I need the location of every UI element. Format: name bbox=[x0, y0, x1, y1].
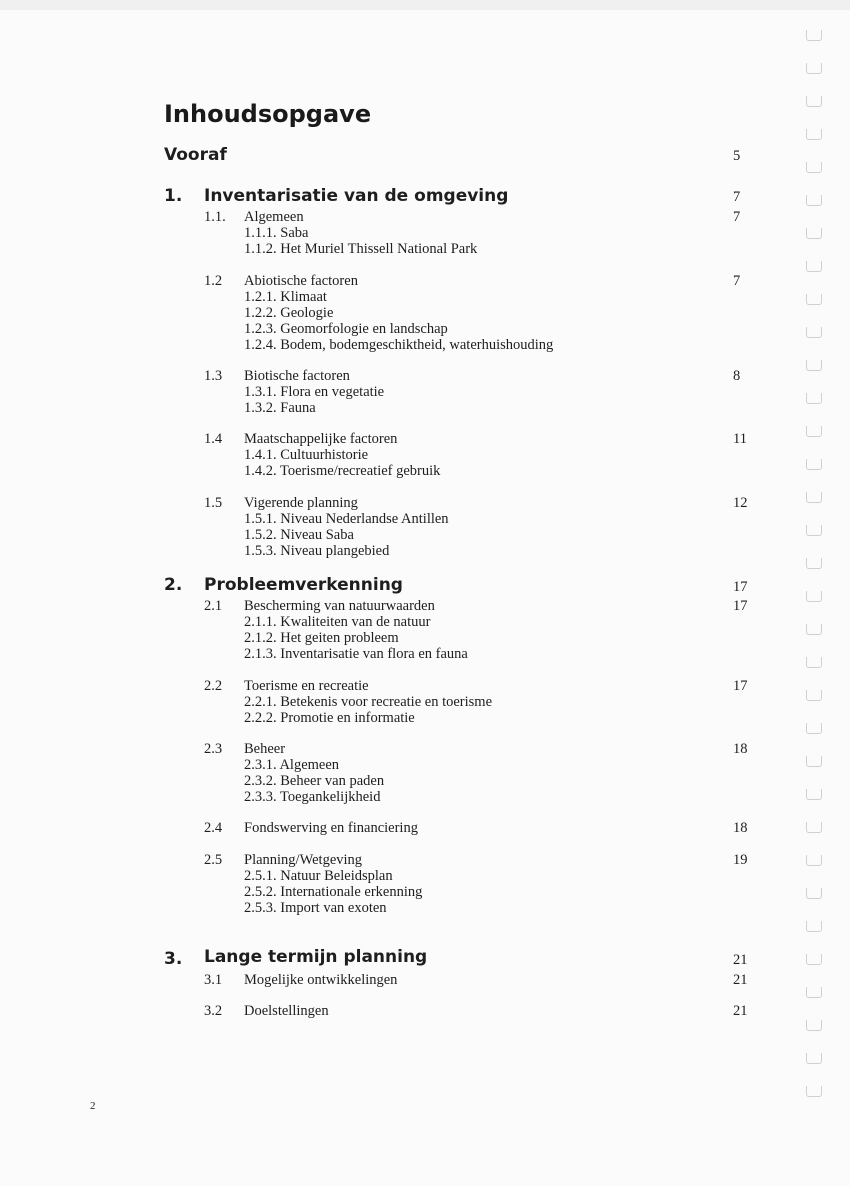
chapter-title: Probleemverkenning bbox=[204, 575, 403, 595]
binding-hole bbox=[806, 690, 822, 701]
binding-hole bbox=[806, 1020, 822, 1031]
subsection: 2.2.1. Betekenis voor recreatie en toerisme bbox=[244, 694, 493, 710]
section-title: Doelstellingen bbox=[244, 1003, 329, 1019]
subsection: 1.2.4. Bodem, bodemgeschiktheid, waterhuishouding bbox=[244, 337, 554, 353]
section-number: 1.4 bbox=[204, 431, 223, 447]
page-title: Inhoudsopgave bbox=[164, 100, 372, 128]
binding-hole bbox=[806, 1053, 822, 1064]
subsection: 1.3.1. Flora en vegetatie bbox=[244, 384, 385, 400]
binding-hole bbox=[806, 195, 822, 206]
section-number: 3.2 bbox=[204, 1003, 223, 1019]
chapter-number: 3. bbox=[164, 949, 183, 969]
binding-hole bbox=[806, 756, 822, 767]
toc-entry-vooraf: Vooraf bbox=[164, 145, 227, 165]
section-page: 21 bbox=[733, 972, 748, 988]
binding-hole bbox=[806, 855, 822, 866]
binding-hole bbox=[806, 624, 822, 635]
binding-hole bbox=[806, 1086, 822, 1097]
section-title: Bescherming van natuurwaarden bbox=[244, 598, 435, 614]
section-title: Fondswerving en financiering bbox=[244, 820, 418, 836]
subsection: 1.1.2. Het Muriel Thissell National Park bbox=[244, 241, 478, 257]
chapter-number: 2. bbox=[164, 575, 183, 595]
chapter-page: 17 bbox=[733, 579, 748, 595]
subsection: 1.1.1. Saba bbox=[244, 225, 309, 241]
section-page: 11 bbox=[733, 431, 747, 447]
subsection: 1.2.1. Klimaat bbox=[244, 289, 327, 305]
section-page: 19 bbox=[733, 852, 748, 868]
section-number: 1.2 bbox=[204, 273, 223, 289]
binding-hole bbox=[806, 888, 822, 899]
subsection: 1.5.3. Niveau plangebied bbox=[244, 543, 390, 559]
binding-hole bbox=[806, 261, 822, 272]
chapter-page: 7 bbox=[733, 189, 741, 205]
section-number: 2.2 bbox=[204, 678, 223, 694]
section-number: 3.1 bbox=[204, 972, 223, 988]
binding-hole bbox=[806, 459, 822, 470]
binding-hole bbox=[806, 393, 822, 404]
page-number: 2 bbox=[90, 1100, 96, 1112]
section-title: Abiotische factoren bbox=[244, 273, 358, 289]
subsection: 2.1.2. Het geiten probleem bbox=[244, 630, 399, 646]
binding-hole bbox=[806, 162, 822, 173]
binding-hole bbox=[806, 987, 822, 998]
binding-hole bbox=[806, 30, 822, 41]
binding-hole bbox=[806, 921, 822, 932]
binding-hole bbox=[806, 63, 822, 74]
section-number: 1.3 bbox=[204, 368, 223, 384]
section-page: 18 bbox=[733, 820, 748, 836]
chapter-title: Inventarisatie van de omgeving bbox=[204, 186, 509, 206]
toc-page-vooraf: 5 bbox=[733, 148, 741, 164]
subsection: 2.3.2. Beheer van paden bbox=[244, 773, 385, 789]
binding-holes bbox=[806, 30, 826, 1119]
section-number: 2.5 bbox=[204, 852, 223, 868]
subsection: 1.5.2. Niveau Saba bbox=[244, 527, 354, 543]
binding-hole bbox=[806, 426, 822, 437]
section-number: 2.3 bbox=[204, 741, 223, 757]
section-title: Algemeen bbox=[244, 209, 304, 225]
chapter-title: Lange termijn planning bbox=[204, 947, 428, 967]
binding-hole bbox=[806, 723, 822, 734]
binding-hole bbox=[806, 129, 822, 140]
section-title: Beheer bbox=[244, 741, 286, 757]
subsection: 2.3.1. Algemeen bbox=[244, 757, 340, 773]
subsection: 2.2.2. Promotie en informatie bbox=[244, 710, 415, 726]
section-page: 7 bbox=[733, 273, 741, 289]
binding-hole bbox=[806, 591, 822, 602]
section-page: 21 bbox=[733, 1003, 748, 1019]
section-title: Vigerende planning bbox=[244, 495, 358, 511]
section-number: 2.1 bbox=[204, 598, 223, 614]
section-page: 8 bbox=[733, 368, 741, 384]
subsection: 2.3.3. Toegankelijkheid bbox=[244, 789, 381, 805]
section-title: Maatschappelijke factoren bbox=[244, 431, 398, 447]
subsection: 1.2.3. Geomorfologie en landschap bbox=[244, 321, 448, 337]
binding-hole bbox=[806, 228, 822, 239]
subsection: 2.5.3. Import van exoten bbox=[244, 900, 387, 916]
binding-hole bbox=[806, 492, 822, 503]
binding-hole bbox=[806, 525, 822, 536]
chapter-page: 21 bbox=[733, 952, 748, 968]
binding-hole bbox=[806, 822, 822, 833]
binding-hole bbox=[806, 558, 822, 569]
subsection: 1.4.1. Cultuurhistorie bbox=[244, 447, 369, 463]
subsection: 1.3.2. Fauna bbox=[244, 400, 316, 416]
subsection: 2.1.3. Inventarisatie van flora en fauna bbox=[244, 646, 468, 662]
section-page: 17 bbox=[733, 678, 748, 694]
binding-hole bbox=[806, 657, 822, 668]
section-page: 18 bbox=[733, 741, 748, 757]
section-title: Biotische factoren bbox=[244, 368, 350, 384]
binding-hole bbox=[806, 294, 822, 305]
chapter-number: 1. bbox=[164, 186, 183, 206]
section-page: 7 bbox=[733, 209, 741, 225]
subsection: 1.4.2. Toerisme/recreatief gebruik bbox=[244, 463, 441, 479]
section-title: Toerisme en recreatie bbox=[244, 678, 369, 694]
binding-hole bbox=[806, 327, 822, 338]
binding-hole bbox=[806, 96, 822, 107]
subsection: 2.1.1. Kwaliteiten van de natuur bbox=[244, 614, 431, 630]
section-page: 12 bbox=[733, 495, 748, 511]
page-top-edge bbox=[0, 0, 850, 10]
section-page: 17 bbox=[733, 598, 748, 614]
section-title: Planning/Wetgeving bbox=[244, 852, 363, 868]
section-number: 1.5 bbox=[204, 495, 223, 511]
subsection: 1.5.1. Niveau Nederlandse Antillen bbox=[244, 511, 449, 527]
binding-hole bbox=[806, 954, 822, 965]
binding-hole bbox=[806, 789, 822, 800]
binding-hole bbox=[806, 360, 822, 371]
section-number: 2.4 bbox=[204, 820, 223, 836]
subsection: 2.5.2. Internationale erkenning bbox=[244, 884, 423, 900]
section-number: 1.1. bbox=[204, 209, 226, 225]
subsection: 1.2.2. Geologie bbox=[244, 305, 334, 321]
section-title: Mogelijke ontwikkelingen bbox=[244, 972, 398, 988]
subsection: 2.5.1. Natuur Beleidsplan bbox=[244, 868, 393, 884]
